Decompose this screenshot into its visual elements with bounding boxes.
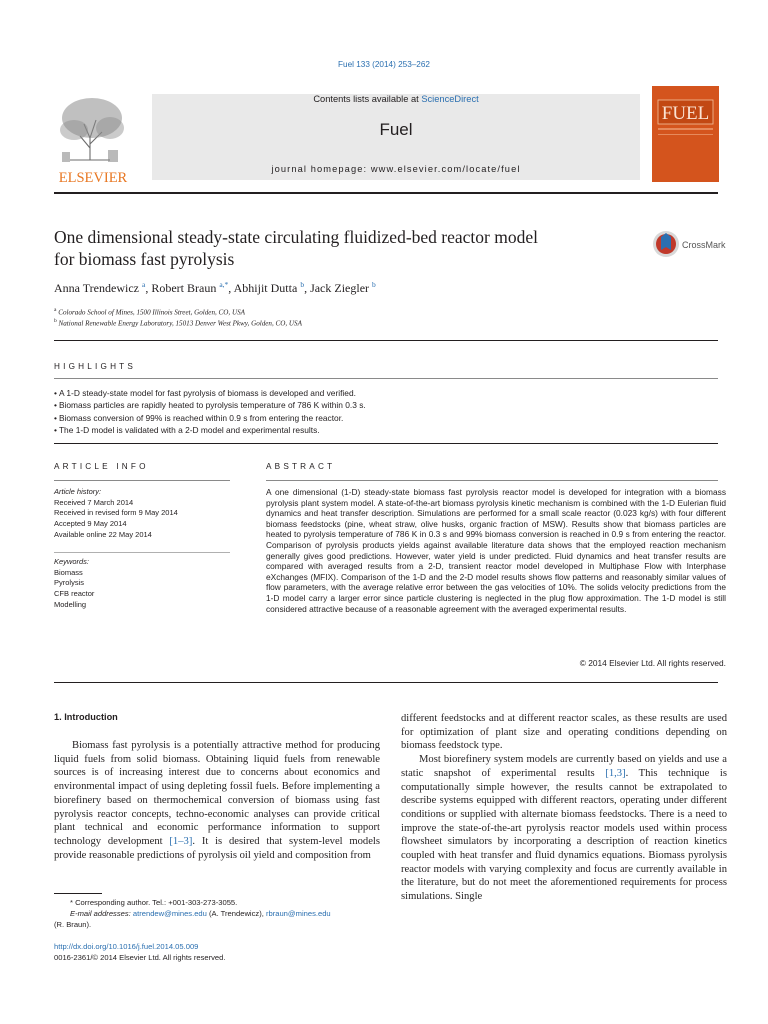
highlight-item: • The 1-D model is validated with a 2-D model and experimental results. [54, 424, 718, 436]
highlights-list [54, 387, 718, 437]
elsevier-wordmark: ELSEVIER [58, 170, 128, 186]
paragraph-text: Biomass fast pyrolysis is a potentially attractive method for producing liquid fuels from solid biomass. Obtaining liquid fuels from renewable sources is of increasing interest due to concerns about economics and environmental impact of using depleting fossil fuels. Before implementing a biorefinery based on thermochemical conversion of biomass using fast pyrolysis reactor concepts, techno-economic analyses can provide critical plant technical and economic performance information to support technology development [54, 740, 380, 847]
history-label: Article history: [54, 487, 102, 496]
author-sup[interactable]: a,* [219, 280, 229, 289]
divider [54, 682, 718, 683]
paragraph: different feedstocks and at different reactor scales, as these results are used for optimization of plant size and operating conditions depending on biomass feedstock type. [401, 713, 727, 752]
divider [54, 340, 718, 341]
authors-line: Anna Trendewicz $^a$, Robert Braun $^{a,*}$, Abhijit Dutta $^b$, Jack Ziegler $^b$ [54, 280, 376, 295]
cover-title: FUEL [661, 103, 710, 124]
keyword: CFB reactor [54, 589, 95, 599]
affiliation-sup: a [54, 307, 57, 313]
author-sup[interactable]: b [372, 280, 376, 289]
contents-prefix: Contents lists available at [313, 94, 422, 104]
author-name: Jack Ziegler [310, 281, 370, 295]
affiliation-text: Colorado School of Mines, 1500 Illinois Street, Golden, CO, USA [58, 308, 245, 317]
crossmark-badge[interactable] [652, 228, 742, 260]
email-owner: (A. Trendewicz), [206, 909, 266, 919]
highlight-item: • Biomass particles are rapidly heated to pyrolysis temperature of 786 K within 0.3 s. [54, 399, 718, 411]
affiliation-a [54, 307, 245, 316]
journal-citation[interactable]: Fuel 133 (2014) 253–262 [338, 60, 430, 69]
body-column-left [54, 739, 380, 862]
divider [54, 378, 718, 379]
history-item: Available online 22 May 2014 [54, 529, 152, 539]
divider [54, 552, 230, 553]
history-item: Accepted 9 May 2014 [54, 519, 127, 529]
email-link[interactable]: rbraun@mines.edu [265, 909, 331, 919]
article-history [54, 487, 230, 541]
abstract-copyright: © 2014 Elsevier Ltd. All rights reserved. [579, 658, 726, 668]
history-item: Received in revised form 9 May 2014 [54, 508, 178, 518]
keyword: Modelling [54, 599, 87, 609]
paragraph-text: . This technique is computationally simple however, the results cannot be extrapolated to describe systems equipped with different reactors, operating under different conditions or supplied with alternate biomass feedstocks. There is a need to improve the state-of-the-art pyrolysis reactor models used within process flowsheet simulators by incorporating a description of reaction kinetics coupled with heat transfer and fluid dynamics equations. Biomass pyrolysis reactor models with varying complexity and focus are currently available in the literature, but do not meet the aforementioned requirements for process simulations. Single [401, 767, 727, 903]
author-name: Anna Trendewicz [54, 281, 139, 295]
author-name: Robert Braun [151, 281, 217, 295]
body-column-right [401, 712, 727, 904]
email-owner: (R. Braun). [54, 920, 92, 930]
journal-homepage[interactable]: journal homepage: www.elsevier.com/locate/fuel [271, 164, 521, 174]
paragraph-text: . It is desired that system-level models provide reasonable predictions of pyrolysis oil yield and composition from [54, 835, 380, 861]
divider [266, 480, 718, 481]
keywords-label: Keywords: [54, 557, 90, 566]
email-line [54, 908, 380, 919]
author-name: Abhijit Dutta [233, 281, 298, 295]
elsevier-logo [50, 90, 136, 188]
author-sup[interactable]: b [300, 280, 305, 289]
title-line-1: One dimensional steady-state circulating fluidized-bed reactor model [54, 227, 538, 247]
abstract-heading: ABSTRACT [266, 462, 336, 471]
cover-image [652, 86, 719, 182]
journal-cover [652, 86, 719, 182]
email-label: E-mail addresses: [70, 909, 133, 919]
corresponding-author: * Corresponding author. Tel.: +001-303-273-3055. [70, 898, 238, 907]
paragraph [401, 753, 727, 904]
reference-link[interactable]: [1–3] [169, 835, 193, 847]
history-item: Received 7 March 2014 [54, 497, 134, 507]
affiliation-b [54, 318, 302, 327]
highlights-heading: HIGHLIGHTS [54, 362, 137, 371]
keyword: Pyrolysis [54, 578, 85, 588]
sciencedirect-link[interactable]: ScienceDirect [421, 94, 479, 104]
divider [54, 443, 718, 444]
highlight-item: • Biomass conversion of 99% is reached within 0.9 s from entering the reactor. [54, 412, 718, 424]
crossmark-icon [652, 228, 742, 260]
footnote-rule [54, 893, 102, 894]
doi-block [54, 941, 226, 963]
article-info-heading: ARTICLE INFO [54, 462, 149, 471]
highlight-item: • A 1-D steady-state model for fast pyrolysis of biomass is developed and verified. [54, 387, 718, 399]
footnotes [54, 897, 380, 931]
reference-link[interactable]: [1,3] [605, 767, 626, 779]
affiliation-text: National Renewable Energy Laboratory, 15013 Denver West Pkwy, Golden, CO, USA [58, 319, 302, 328]
journal-title: Fuel [379, 120, 413, 139]
contents-line [152, 94, 640, 104]
keywords [54, 557, 230, 611]
article-title [54, 226, 634, 270]
keyword: Biomass [54, 567, 83, 577]
title-line-2: for biomass fast pyrolysis [54, 249, 235, 269]
affiliation-sup: b [54, 318, 57, 324]
author-sup[interactable]: a [141, 280, 146, 289]
divider [54, 480, 230, 481]
section-heading-introduction: 1. Introduction [54, 712, 118, 722]
doi-link[interactable]: http://dx.doi.org/10.1016/j.fuel.2014.05.009 [54, 942, 199, 951]
elsevier-tree-icon [50, 90, 136, 188]
header-rule [54, 192, 718, 194]
journal-banner [152, 94, 640, 180]
issn-line: 0016-2361/© 2014 Elsevier Ltd. All rights reserved. [54, 953, 226, 962]
email-link[interactable]: atrendew@mines.edu [132, 909, 207, 919]
crossmark-label: CrossMark [682, 240, 726, 250]
abstract-text: A one dimensional (1-D) steady-state biomass fast pyrolysis reactor model is developed for integration with a biomass pyrolysis plant system model. A state-of-the-art biomass pyrolysis kinetic mechanism is combined with the 1-D Eulerian fluid dynamics and heat transfer description. Simulations are performed for a small scale reactor (0.023 kg/s) with four different biomass feedstocks (pine, wheat straw, olive husks, organic fraction of MSW). Results show that biomass particles are heated to pyrolysis temperature of 786 K in 0.3 s and 99% biomass conversion is reached in 0.9 s from entering the reactor. Comparison of pyrolysis products yields against available literature data shows that the employed reaction mechanism generally gives good predictions. However, water yield is under predicted. Fluid dynamics and heat transfer results are compared with averaged results from a 2-D, transient reactor model developed in Multiphase Flow with Interphase eXchanges (MFIX). Comparison of the 1-D and the 2-D model results shows flow patterns and reasonably similar values of flow parameters, with the average relative error between the gas velocities of 10%. The solids velocity predictions from the 1-D model carry a larger error since particle clustering is neglected in the plug flow approximation. The 1-D model is still considered attractive because of a reasonable agreement with the averaged experimental results. [266, 487, 726, 614]
paragraph-text: Most biorefinery system models are currently based on yields and use a static snapshot of experimental results [401, 754, 727, 779]
